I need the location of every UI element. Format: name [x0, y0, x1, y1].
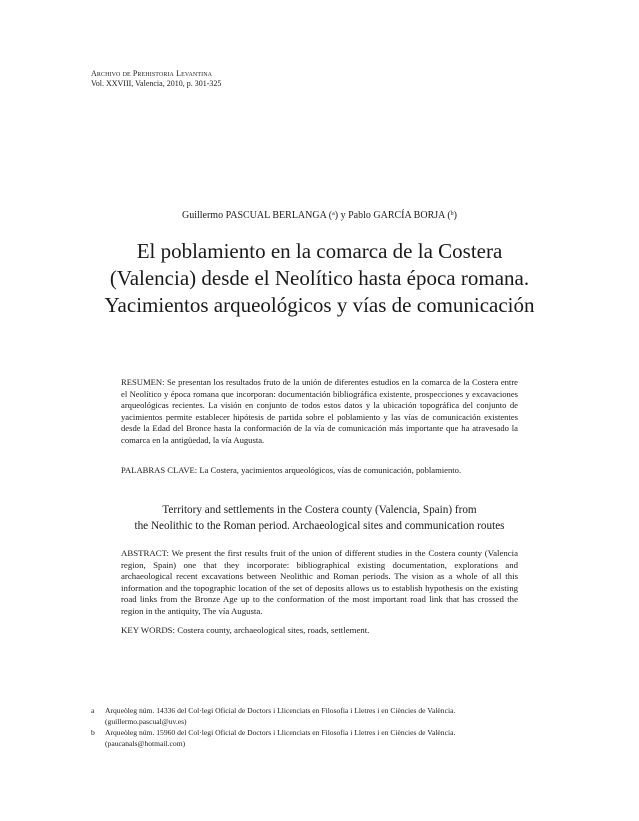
- footnote: [91, 727, 531, 749]
- key-words-paragraph: [121, 625, 518, 637]
- abstract-label: ABSTRACT:: [121, 548, 169, 558]
- paper-title: [60, 238, 579, 319]
- palabras-clave-paragraph: [121, 465, 518, 477]
- author-1: Guillermo PASCUAL BERLANGA: [181, 210, 327, 221]
- author-1-mark: a: [332, 211, 335, 217]
- title-line: (Valencia) desde el Neolítico hasta época romana.: [109, 266, 530, 290]
- journal-volume: Vol. XXVIII, Valencia, 2010, p. 301-325: [91, 79, 222, 88]
- journal-name: Archivo de Prehistoria Levantina: [91, 69, 213, 78]
- abstract-text: We present the first results fruit of the union of different studies in the Costera county (Valencia region, Spain) one that they incorporate: bibliographical existing documentation, explorations and archaeological recent excavations between Neolithic and Roman periods. The vision as a whole of all this information and the topographic location of the set of deposits allows us to establish hypothesis on the existing road links from the Bronze Age up to the conformation of the most important road link that has crossed the region in the antiquity, The vía Augusta.: [121, 548, 518, 616]
- footnote-mark: a: [91, 706, 95, 715]
- english-title-line: the Neolithic to the Roman period. Archaeological sites and communication routes: [134, 520, 505, 532]
- key-words-label: KEY WORDS:: [121, 625, 176, 635]
- footnotes: [91, 705, 531, 749]
- key-words-text: Costera county, archaeological sites, roads, settlement.: [177, 625, 370, 635]
- abstract-paragraph: [121, 548, 518, 618]
- english-title: [60, 502, 579, 534]
- palabras-clave-label: PALABRAS CLAVE:: [121, 465, 198, 475]
- author-2: Pablo GARCÍA BORJA: [348, 210, 445, 221]
- resumen-paragraph: [121, 377, 518, 447]
- resumen-text: Se presentan los resultados fruto de la unión de diferentes estudios en la comarca de la Costera entre el Neolítico y época romana que incorporan: documentación bibliográfica existente, prospecciones y excavaciones arqueológicas recientes. La visión en conjunto de todos estos datos y la ubicación topográfica del conjunto de yacimientos permite establecer hipótesis de partida sobre el poblamiento y las vías de comunicación existentes desde la Edad del Bronce hasta la conformación de la vía de comunicación más importante que ha atravesado la comarca en la antigüedad, la vía Augusta.: [121, 377, 518, 445]
- footnote-email: (paucanals@hotmail.com): [105, 739, 186, 748]
- palabras-clave-text: La Costera, yacimientos arqueológicos, vías de comunicación, poblamiento.: [199, 465, 462, 475]
- footnote-text: Arqueòleg núm. 15960 del Col·legi Oficial de Doctors i Llicenciats en Filosofia i Lletres i en Ciències de València.: [105, 728, 456, 737]
- journal-header: [91, 69, 221, 89]
- english-title-line: Territory and settlements in the Costera county (Valencia, Spain) from: [162, 504, 477, 516]
- title-line: El poblamiento en la comarca de la Costera: [136, 239, 503, 263]
- footnote: [91, 705, 531, 727]
- resumen-label: RESUMEN:: [121, 377, 165, 387]
- title-line: Yacimientos arqueológicos y vías de comunicación: [104, 293, 535, 317]
- footnote-text: Arqueòleg núm. 14336 del Col·legi Oficial de Doctors i Llicenciats en Filosofia i Lletres i en Ciències de València.: [105, 706, 456, 715]
- author-connector: y: [340, 210, 346, 221]
- author-line: Guillermo PASCUAL BERLANGA ($^a$) y Pablo GARCÍA BORJA ($^b$): [181, 210, 457, 221]
- footnote-mark: b: [91, 728, 95, 737]
- author-2-mark: b: [450, 211, 454, 217]
- footnote-email: (guillermo.pascual@uv.es): [105, 717, 187, 726]
